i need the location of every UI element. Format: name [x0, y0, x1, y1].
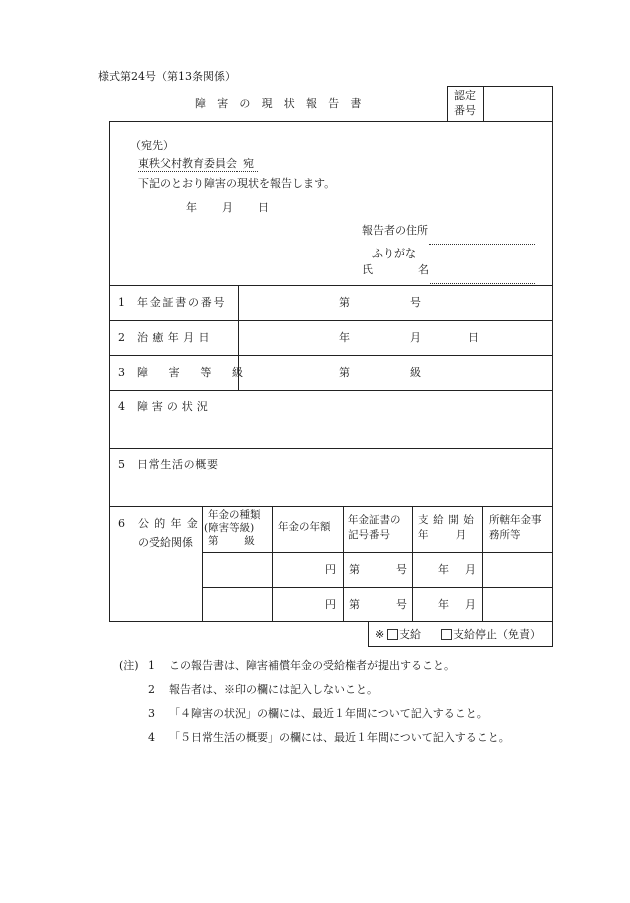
dai-2: 第: [349, 598, 360, 611]
yen-1: 円: [325, 563, 336, 576]
form-title: 障 害 の 現 状 報 告 書: [195, 97, 366, 110]
date-year-label: 年: [186, 201, 197, 214]
name-label-1: 氏: [362, 263, 373, 276]
go-1: 号: [396, 563, 407, 576]
date-month-label: 月: [222, 201, 233, 214]
notes-label: (注): [119, 659, 139, 672]
header-amount: 年金の年額: [278, 521, 331, 533]
row3-num: 3: [118, 366, 125, 379]
row5-num: 5: [118, 458, 125, 471]
cert-label-2: 番号: [454, 104, 476, 117]
note-1-text: この報告書は、障害補償年金の受給権者が提出すること。: [169, 659, 455, 672]
row2-year: 年: [339, 331, 350, 344]
nen-1: 年: [438, 563, 449, 576]
row1-go: 号: [410, 296, 421, 309]
cert-number-field[interactable]: [486, 89, 550, 119]
go-2: 号: [396, 598, 407, 611]
stopped-checkbox[interactable]: [441, 629, 452, 640]
note-3-num: 3: [148, 707, 155, 720]
header-type-2: 障害等級: [208, 522, 251, 534]
dai-1: 第: [349, 563, 360, 576]
row4-label: 障 害 の 状 況: [137, 400, 208, 413]
header-start-2: 年 月: [418, 529, 469, 541]
cert-label-1: 認定: [454, 89, 476, 102]
furigana-label: ふりがな: [372, 247, 416, 260]
row1-dai: 第: [339, 296, 350, 309]
row6-label-2: の受給関係: [138, 536, 193, 549]
to-name: 東秩父村教育委員会: [138, 157, 237, 170]
tsuki-1: 月: [465, 563, 476, 576]
row2-label: 治 癒 年 月 日: [137, 331, 210, 344]
nen-2: 年: [438, 598, 449, 611]
form-number: 様式第24号（第13条関係）: [98, 70, 236, 83]
row2-num: 2: [118, 331, 125, 344]
intro-text: 下記のとおり障害の現状を報告します。: [138, 177, 336, 190]
pension-type-field-2[interactable]: [204, 589, 270, 619]
row3-kyu: 級: [410, 366, 421, 379]
date-day-label: 日: [258, 201, 269, 214]
status-mark: ※: [375, 628, 385, 641]
row6-num: 6: [118, 517, 125, 530]
header-type-3: 第 級: [208, 535, 257, 547]
header-cert-2: 記号番号: [348, 529, 390, 541]
pension-type-field-1[interactable]: [204, 554, 270, 585]
to-suffix: 宛: [237, 157, 258, 172]
header-cert-1: 年金証書の: [348, 514, 401, 526]
header-start-1: 支 給 開 始: [418, 514, 475, 526]
row3-label: 障 害 等 級: [137, 366, 252, 379]
row6-label-1: 公 的 年 金: [138, 517, 199, 530]
row3-dai: 第: [339, 366, 350, 379]
note-2-num: 2: [148, 683, 155, 696]
note-4-text: 「５日常生活の概要」の欄には、最近１年間について記入すること。: [169, 731, 510, 744]
name-label-2: 名: [418, 263, 429, 276]
row1-num: 1: [118, 296, 125, 309]
row1-label: 年金証書の番号: [137, 296, 227, 309]
paid-checkbox[interactable]: [387, 629, 398, 640]
row4-num: 4: [118, 400, 125, 413]
header-office-2: 務所等: [489, 529, 521, 541]
row2-day: 日: [468, 331, 479, 344]
reporter-address-field[interactable]: [429, 226, 535, 245]
note-3-text: 「４障害の状況」の欄には、最近１年間について記入すること。: [169, 707, 488, 720]
reporter-address-label: 報告者の住所: [362, 224, 428, 237]
note-2-text: 報告者は、※印の欄には記入しないこと。: [169, 683, 378, 696]
row5-label: 日常生活の概要: [137, 458, 219, 471]
daily-field[interactable]: [112, 474, 550, 504]
to-line: [138, 157, 258, 171]
yen-2: 円: [325, 598, 336, 611]
header-type-1: 年金の種類: [208, 509, 261, 521]
row2-month: 月: [410, 331, 421, 344]
stopped-label: 支給停止（免責）: [453, 628, 541, 641]
status-field[interactable]: [112, 416, 550, 446]
reporter-name-field[interactable]: [430, 265, 535, 284]
paid-label: 支給: [399, 628, 421, 641]
tsuki-2: 月: [465, 598, 476, 611]
header-type-2-wrap: (障害等級): [204, 522, 255, 534]
note-4-num: 4: [148, 731, 155, 744]
header-office-1: 所轄年金事: [489, 514, 542, 526]
to-label: （宛先）: [130, 139, 174, 152]
note-1-num: 1: [148, 659, 155, 672]
